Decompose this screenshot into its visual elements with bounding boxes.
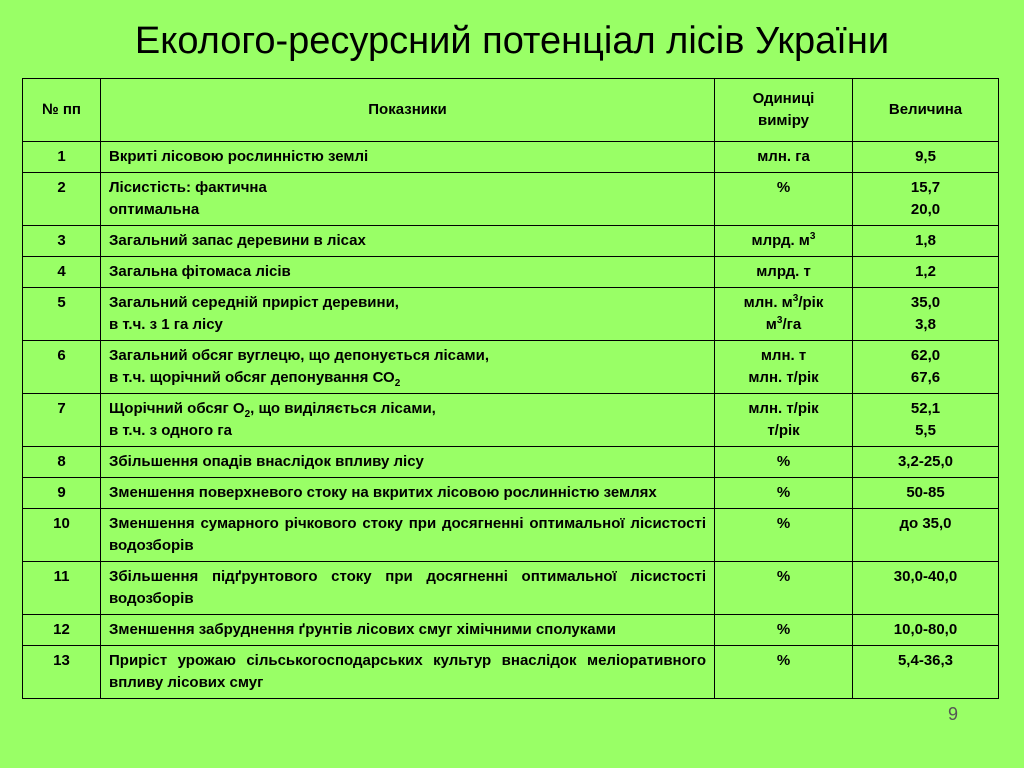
table-row	[23, 509, 999, 562]
table-header-row	[23, 79, 999, 142]
row-unit	[715, 394, 853, 447]
row-value	[853, 288, 999, 341]
header-units-line1: Одиниці	[752, 90, 815, 107]
row-indicator	[101, 394, 715, 447]
row-value: 10,0-80,0	[853, 615, 999, 646]
table-row	[23, 478, 999, 509]
row-value: 5,4-36,3	[853, 646, 999, 699]
page-number: 9	[948, 704, 959, 724]
row-indicator: Зменшення сумарного річкового стоку при досягненні оптимальної лісистості водозборів	[101, 509, 715, 562]
row-indicator-line2: в т.ч. з 1 га лісу	[109, 316, 223, 333]
row-indicator-text: в т.ч. щорічний обсяг депонування СО	[109, 369, 395, 386]
row-indicator	[101, 173, 715, 226]
row-unit-line1: млн. т/рік	[748, 400, 819, 417]
row-value-line1: 15,7	[910, 179, 941, 196]
table-row	[23, 447, 999, 478]
row-unit: %	[715, 173, 853, 226]
row-indicator: Приріст урожаю сільськогосподарських культур внаслідок меліоративного впливу лісових смуг	[101, 646, 715, 699]
row-indicator-line1: Лісистість: фактична	[109, 179, 267, 196]
row-value-line1: 52,1	[910, 400, 941, 417]
row-unit-text-b: /га	[782, 316, 802, 333]
row-unit-text-b: /рік	[798, 294, 824, 311]
row-indicator-line1: Загальний середній приріст деревини,	[109, 294, 399, 311]
row-unit-line2: т/рік	[767, 422, 800, 439]
row-num: 13	[23, 646, 101, 699]
row-indicator-line2: оптимальна	[109, 201, 200, 218]
row-value: 9,5	[853, 142, 999, 173]
row-value	[853, 173, 999, 226]
row-value	[853, 341, 999, 394]
data-table	[22, 78, 999, 699]
row-value-line2: 5,5	[915, 422, 936, 439]
table-row	[23, 142, 999, 173]
row-indicator	[101, 288, 715, 341]
row-num: 4	[23, 257, 101, 288]
row-indicator-line2: в т.ч. з одного га	[109, 422, 232, 439]
header-num: № пп	[23, 79, 101, 142]
row-indicator	[101, 341, 715, 394]
row-num: 2	[23, 173, 101, 226]
row-unit: %	[715, 615, 853, 646]
row-unit-sup: 3	[776, 315, 783, 326]
row-num: 12	[23, 615, 101, 646]
row-value: 50-85	[853, 478, 999, 509]
row-unit: млрд. т	[715, 257, 853, 288]
row-num: 3	[23, 226, 101, 257]
table-row	[23, 257, 999, 288]
row-indicator-sub: 2	[394, 378, 401, 389]
table-row	[23, 341, 999, 394]
row-value-line1: 62,0	[910, 347, 941, 364]
row-unit-text-a: млн. м	[743, 294, 793, 311]
row-indicator: Загальний запас деревини в лісах	[101, 226, 715, 257]
row-unit: %	[715, 478, 853, 509]
table-row	[23, 615, 999, 646]
table-row	[23, 226, 999, 257]
row-indicator-sub: 2	[244, 409, 251, 420]
row-num: 7	[23, 394, 101, 447]
row-value: 1,2	[853, 257, 999, 288]
row-unit-sup: 3	[809, 231, 816, 242]
row-num: 9	[23, 478, 101, 509]
row-value-line2: 67,6	[910, 369, 941, 386]
row-num: 10	[23, 509, 101, 562]
row-indicator-line1	[109, 398, 706, 420]
row-indicator: Зменшення поверхневого стоку на вкритих лісовою рослинністю землях	[101, 478, 715, 509]
row-unit	[715, 226, 853, 257]
row-unit-line2: млн. т/рік	[748, 369, 819, 386]
header-indicator: Показники	[101, 79, 715, 142]
row-unit	[715, 288, 853, 341]
row-unit: %	[715, 509, 853, 562]
row-indicator: Вкриті лісовою рослинністю землі	[101, 142, 715, 173]
row-indicator-line2	[109, 367, 706, 389]
row-unit-text-a: м	[765, 316, 777, 333]
row-unit-line1	[723, 292, 844, 314]
row-unit-sup: 3	[792, 293, 799, 304]
row-indicator: Зменшення забруднення ґрунтів лісових смуг хімічними сполуками	[101, 615, 715, 646]
row-unit-text: млрд. м	[751, 232, 810, 249]
header-units-line2: виміру	[757, 112, 809, 129]
row-unit-line1: млн. т	[760, 347, 807, 364]
row-value: 3,2-25,0	[853, 447, 999, 478]
row-value-line1: 35,0	[910, 294, 941, 311]
row-value-line2: 3,8	[915, 316, 936, 333]
row-value: до 35,0	[853, 509, 999, 562]
page-title: Еколого-ресурсний потенціал лісів України	[134, 20, 890, 62]
row-indicator: Загальна фітомаса лісів	[101, 257, 715, 288]
row-num: 1	[23, 142, 101, 173]
row-indicator: Збільшення опадів внаслідок впливу лісу	[101, 447, 715, 478]
row-num: 8	[23, 447, 101, 478]
row-value: 30,0-40,0	[853, 562, 999, 615]
row-unit: %	[715, 646, 853, 699]
row-indicator: Збільшення підґрунтового стоку при досягненні оптимальної лісистості водозборів	[101, 562, 715, 615]
row-value-line2: 20,0	[910, 201, 941, 218]
row-unit	[715, 341, 853, 394]
row-unit: млн. га	[715, 142, 853, 173]
row-indicator-text-a: Щорічний обсяг О	[109, 400, 245, 417]
row-unit-line2	[723, 314, 844, 336]
table-row	[23, 562, 999, 615]
header-value: Величина	[853, 79, 999, 142]
table-row	[23, 173, 999, 226]
header-units	[715, 79, 853, 142]
row-indicator-text-b: , що виділяється лісами,	[250, 400, 436, 417]
table-row	[23, 646, 999, 699]
table-row	[23, 288, 999, 341]
row-unit: %	[715, 447, 853, 478]
row-num: 5	[23, 288, 101, 341]
row-value	[853, 394, 999, 447]
row-value: 1,8	[853, 226, 999, 257]
table-row	[23, 394, 999, 447]
row-indicator-line1: Загальний обсяг вуглецю, що депонується лісами,	[109, 347, 490, 364]
row-unit: %	[715, 562, 853, 615]
row-num: 6	[23, 341, 101, 394]
row-num: 11	[23, 562, 101, 615]
